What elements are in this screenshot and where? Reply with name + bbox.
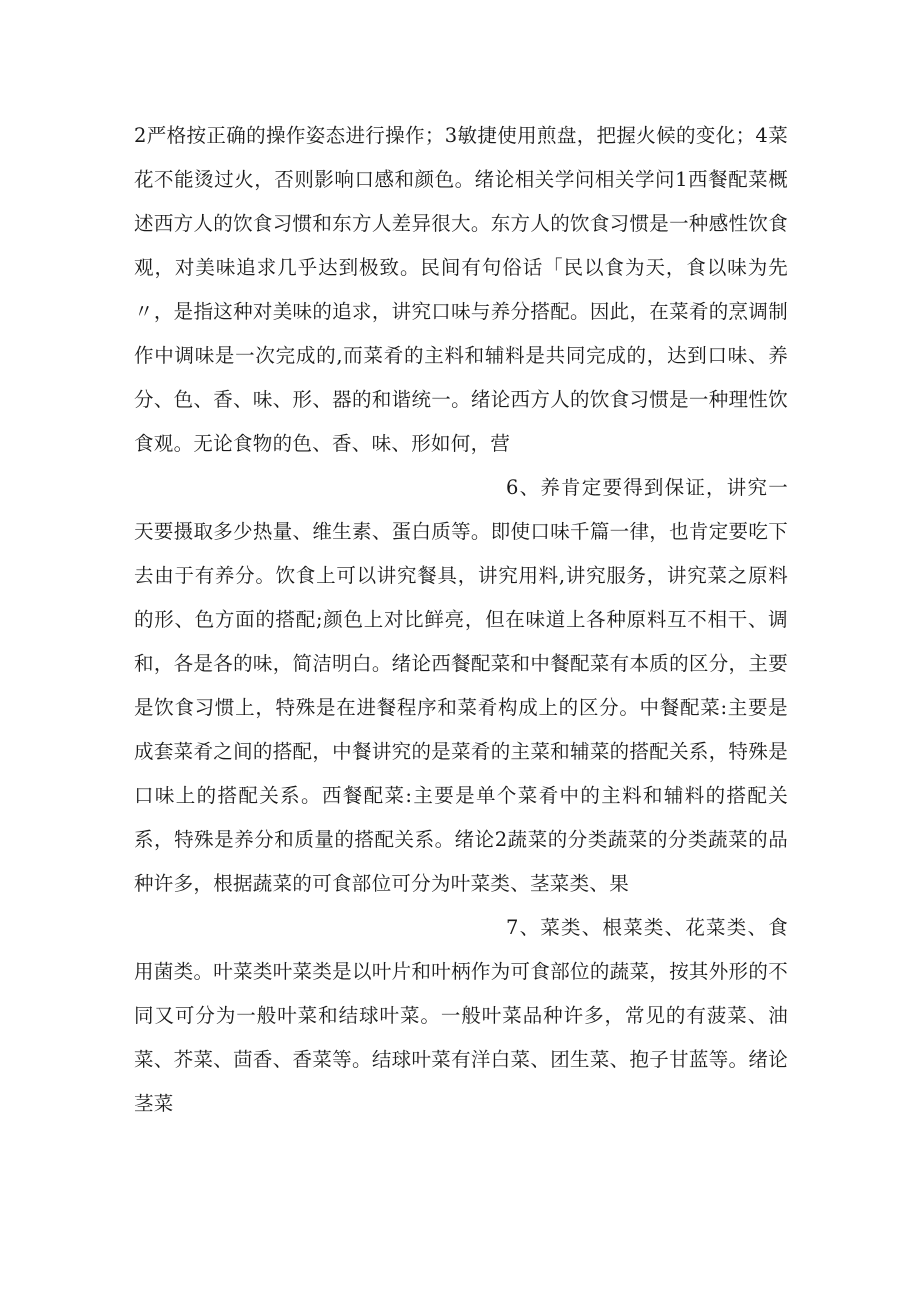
paragraph-3: 7、菜类、根菜类、花菜类、食用菌类。叶菜类叶菜类是以叶片和叶柄作为可食部位的蔬菜，按其外形的不同又可分为一般叶菜和结球叶菜。一般叶菜品种许多，常见的有菠菜、油菜、芥菜、茴香、香菜等。结球叶菜有洋白菜、团生菜、抱子甘蓝等。绪论茎菜: [134, 916, 788, 1115]
paragraph-1: 2严格按正确的操作姿态进行操作；3敏捷使用煎盘，把握火候的变化；4菜花不能烫过火，否则影响口感和颜色。绪论相关学问相关学问1西餐配菜概述西方人的饮食习惯和东方人差异很大。东方人的饮食习惯是一种感性饮食观，对美味追求几乎达到极致。民间有句俗话「民以食为天，食以味为先〃，是指这种对美味的追求，讲究口味与养分搭配。因此，在菜肴的烹调制作中调味是一次完成的,而菜肴的主料和辅料是共同完成的，达到口味、养分、色、香、味、形、器的和谐统一。绪论西方人的饮食习惯是一种理性饮食观。无论食物的色、香、味、形如何，营: [134, 124, 788, 455]
document-body: [134, 114, 788, 1126]
paragraph-2: 6、养肯定要得到保证，讲究一天要摄取多少热量、维生素、蛋白质等。即使口味千篇一律，也肯定要吃下去由于有养分。饮食上可以讲究餐具，讲究用料,讲究服务，讲究菜之原料的形、色方面的搭配;颜色上对比鲜亮，但在味道上各种原料互不相干、调和，各是各的味，简洁明白。绪论西餐配菜和中餐配菜有本质的区分，主要是饮食习惯上，特殊是在进餐程序和菜肴构成上的区分。中餐配菜:主要是成套菜肴之间的搭配，中餐讲究的是菜肴的主菜和辅菜的搭配关系，特殊是口味上的搭配关系。西餐配菜:主要是单个菜肴中的主料和辅料的搭配关系，特殊是养分和质量的搭配关系。绪论2蔬菜的分类蔬菜的分类蔬菜的品种许多，根据蔬菜的可食部位可分为叶菜类、茎菜类、果: [134, 476, 788, 895]
